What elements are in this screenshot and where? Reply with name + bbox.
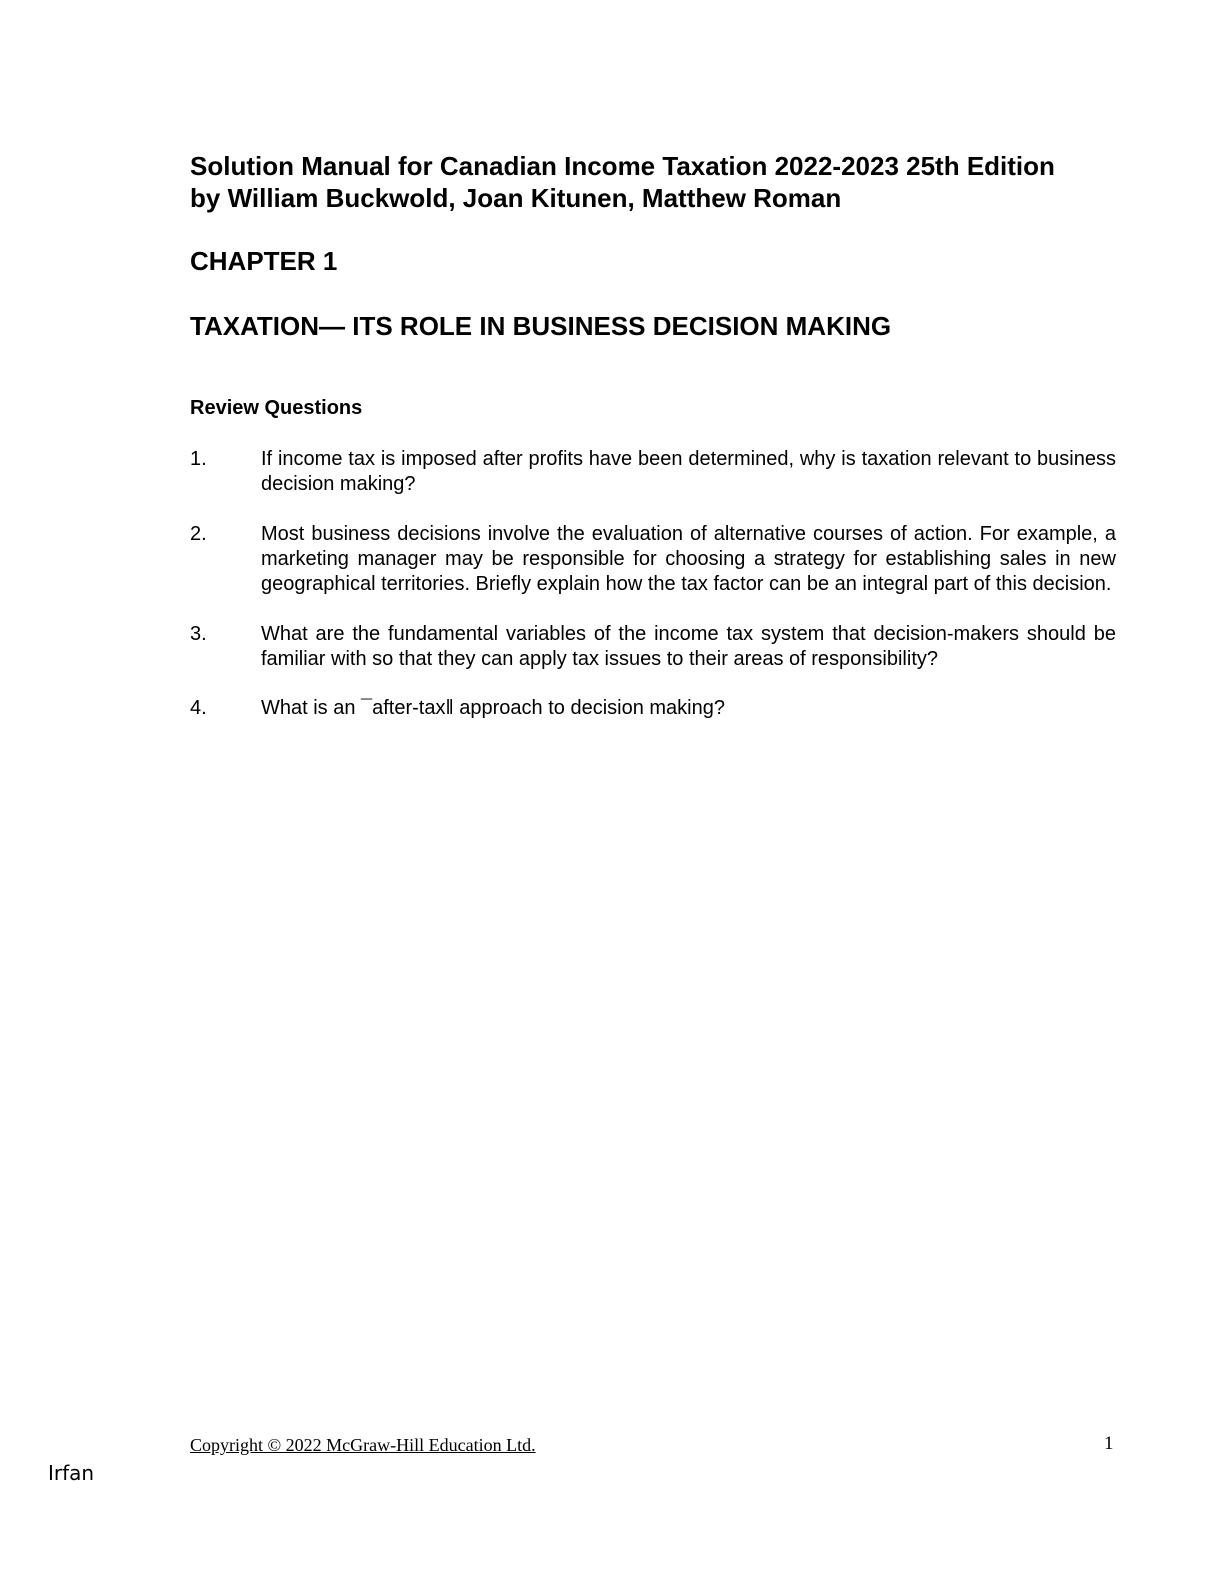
document-title-line-1: Solution Manual for Canadian Income Taxation 2022-2023 25th Edition bbox=[190, 151, 1055, 181]
review-question-2 bbox=[190, 522, 1116, 597]
review-question-4 bbox=[190, 696, 1116, 721]
document-title bbox=[190, 150, 1130, 214]
review-question-1 bbox=[190, 447, 1116, 497]
question-text: What are the fundamental variables of the income tax system that decision-makers should be familiar with so that they can apply tax issues to their areas of responsibility? bbox=[261, 623, 1116, 670]
review-question-3 bbox=[190, 622, 1116, 672]
chapter-title: TAXATION— ITS ROLE IN BUSINESS DECISION MAKING bbox=[190, 311, 892, 341]
question-number: 4. bbox=[190, 697, 207, 719]
question-text: Most business decisions involve the evaluation of alternative courses of action. For example, a marketing manager may be responsible for choosing a strategy for establishing sales in new geographical territories. Briefly explain how the tax factor can be an integral part of this decision. bbox=[261, 523, 1116, 595]
footer-copyright: Copyright © 2022 McGraw-Hill Education Ltd. bbox=[190, 1435, 536, 1455]
question-number: 3. bbox=[190, 623, 207, 645]
page-number: 1 bbox=[1104, 1433, 1114, 1454]
question-number: 1. bbox=[190, 448, 207, 470]
section-heading-review-questions: Review Questions bbox=[190, 397, 363, 419]
watermark-name: Irfan bbox=[48, 1461, 95, 1485]
review-questions-list bbox=[190, 447, 1116, 721]
question-number: 2. bbox=[190, 523, 207, 545]
question-text: If income tax is imposed after profits have been determined, why is taxation relevant to business decision making? bbox=[261, 448, 1116, 495]
question-text: What is an ¯after-tax‖ approach to decision making? bbox=[261, 697, 725, 719]
document-title-line-2: by William Buckwold, Joan Kitunen, Matthew Roman bbox=[190, 183, 842, 213]
chapter-number: CHAPTER 1 bbox=[190, 246, 338, 276]
